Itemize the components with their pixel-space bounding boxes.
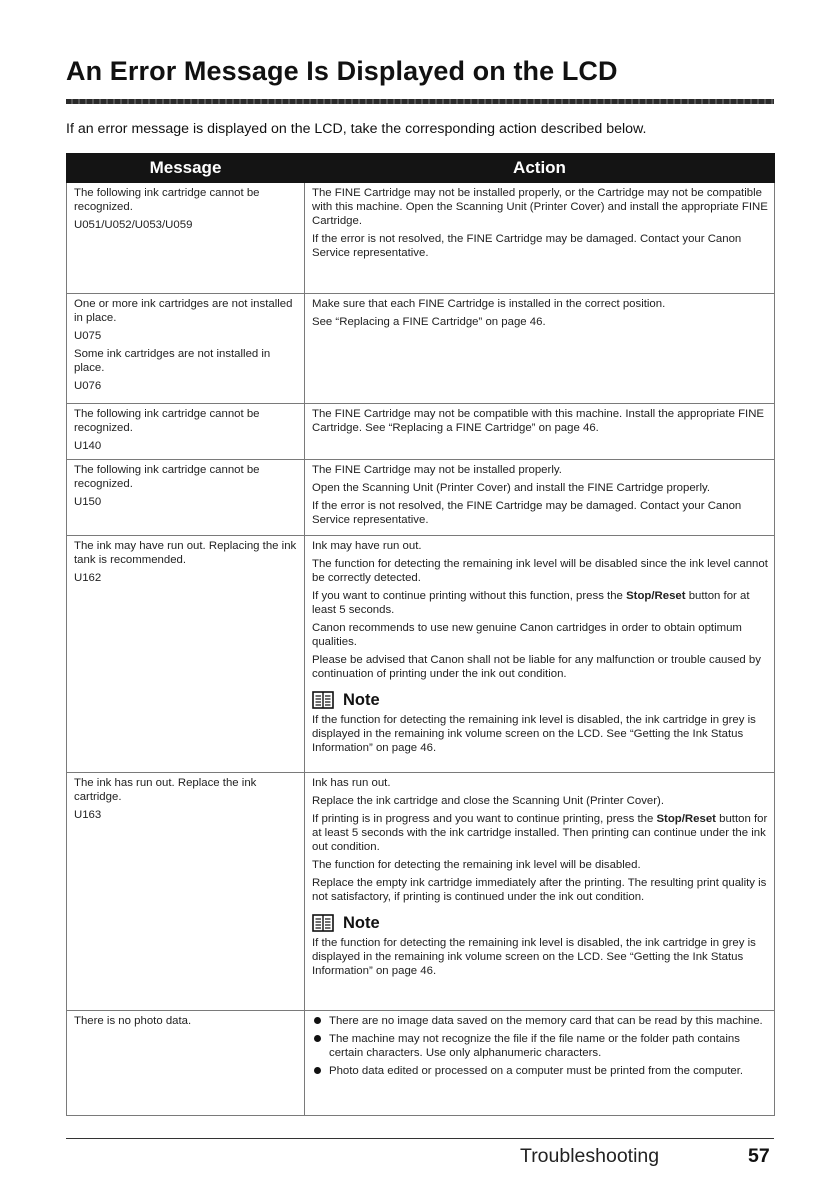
page-title: An Error Message Is Displayed on the LCD [66,56,618,86]
action-text: Ink may have run out. [312,540,422,552]
action-text-with-button [312,589,768,617]
action-cell [305,1011,775,1116]
action-text-part: If printing is in progress and you want to continue printing, press the [312,813,657,825]
error-code: U076 [74,380,102,392]
header-action: Action [305,154,775,183]
action-text: Replace the ink cartridge and close the Scanning Unit (Printer Cover). [312,795,665,807]
action-text: The FINE Cartridge may not be installed properly, or the Cartridge may not be compatible with this machine. Open the Scanning Unit (Printer Cover) and install the appropriate FINE Cartridge. [312,187,768,227]
action-text: Canon recommends to use new genuine Canon cartridges in order to obtain optimum qualities. [312,622,742,648]
action-text: The function for detecting the remaining ink level will be disabled since the ink level cannot be correctly detected. [312,558,768,584]
action-text: Open the Scanning Unit (Printer Cover) and install the FINE Cartridge properly. [312,482,711,494]
list-item: There are no image data saved on the memory card that can be read by this machine. [312,1014,768,1028]
message-cell [67,183,305,294]
message-text: One or more ink cartridges are not installed in place. [74,298,293,324]
action-cell [305,404,775,460]
note-heading [312,914,768,932]
stop-reset-label: Stop/Reset [626,590,686,602]
note-label: Note [343,691,380,709]
action-text: Replace the empty ink cartridge immediately after the printing. The resulting print quality is not satisfactory, if printing is continued under the ink out condition. [312,877,767,903]
table-row [67,183,775,294]
message-cell [67,294,305,404]
message-text: The following ink cartridge cannot be recognized. [74,464,260,490]
action-text: The FINE Cartridge may not be compatible with this machine. Install the appropriate FINE Cartridge. See “Replacing a FINE Cartridge” on page 46. [312,408,765,434]
error-message-table [66,153,775,1116]
table-row [67,460,775,536]
action-cell [305,183,775,294]
error-code: U051/U052/U053/U059 [74,219,193,231]
error-code: U140 [74,440,102,452]
error-code: U075 [74,330,102,342]
title-rule [66,99,774,104]
action-text: If the error is not resolved, the FINE Cartridge may be damaged. Contact your Canon Service representative. [312,233,742,259]
stop-reset-label: Stop/Reset [656,813,716,825]
action-text: Ink has run out. [312,777,391,789]
action-cell [305,536,775,773]
note-label: Note [343,914,380,932]
table-row [67,404,775,460]
intro-text: If an error message is displayed on the LCD, take the corresponding action described below. [66,121,647,137]
action-text: Please be advised that Canon shall not be liable for any malfunction or trouble caused by continuation of printing under the ink out condition. [312,654,761,680]
action-cell [305,773,775,1011]
note-heading [312,691,768,709]
action-text: Make sure that each FINE Cartridge is installed in the correct position. [312,298,666,310]
action-text: The FINE Cartridge may not be installed properly. [312,464,562,476]
action-text: If the error is not resolved, the FINE Cartridge may be damaged. Contact your Canon Service representative. [312,500,742,526]
action-text-part: button for at least 5 seconds with the ink cartridge installed. Then printing can continue under the ink out condition. [312,813,768,853]
action-cell [305,460,775,536]
note-icon [312,691,334,709]
message-text: The following ink cartridge cannot be recognized. [74,408,260,434]
footer-rule [66,1138,774,1139]
action-cell [305,294,775,404]
footer-section-title: Troubleshooting [520,1145,660,1167]
message-cell [67,404,305,460]
action-text-part: button for at least 5 seconds. [312,590,750,616]
action-text: The function for detecting the remaining ink level will be disabled. [312,859,641,871]
table-row [67,773,775,1011]
action-text-part: If you want to continue printing without this function, press the [312,590,627,602]
error-code: U163 [74,809,102,821]
message-text: There is no photo data. [74,1015,192,1027]
header-message: Message [67,154,305,183]
note-text: If the function for detecting the remaining ink level is disabled, the ink cartridge in grey is displayed in the remaining ink volume screen on the LCD. See “Getting the Ink Status Information” on page 46. [312,937,756,977]
table-row [67,536,775,773]
message-text: Some ink cartridges are not installed in place. [74,348,271,374]
message-text: The ink may have run out. Replacing the ink tank is recommended. [74,540,297,566]
action-bullet-list [312,1014,768,1078]
error-code: U150 [74,496,102,508]
message-text: The following ink cartridge cannot be recognized. [74,187,260,213]
action-text-with-button [312,812,768,854]
message-text: The ink has run out. Replace the ink cartridge. [74,777,257,803]
note-text: If the function for detecting the remaining ink level is disabled, the ink cartridge in grey is displayed in the remaining ink volume screen on the LCD. See “Getting the Ink Status Information” on page 46. [312,714,756,754]
error-code: U162 [74,572,102,584]
page-number: 57 [748,1145,770,1167]
table-row [67,1011,775,1116]
action-text: See “Replacing a FINE Cartridge” on page 46. [312,316,546,328]
note-icon [312,914,334,932]
table-header-row [67,154,775,183]
message-cell [67,773,305,1011]
message-cell [67,1011,305,1116]
list-item: Photo data edited or processed on a computer must be printed from the computer. [312,1064,768,1078]
message-cell [67,460,305,536]
message-cell [67,536,305,773]
table-row [67,294,775,404]
list-item: The machine may not recognize the file if the file name or the folder path contains certain characters. Use only alphanumeric characters. [312,1032,768,1060]
